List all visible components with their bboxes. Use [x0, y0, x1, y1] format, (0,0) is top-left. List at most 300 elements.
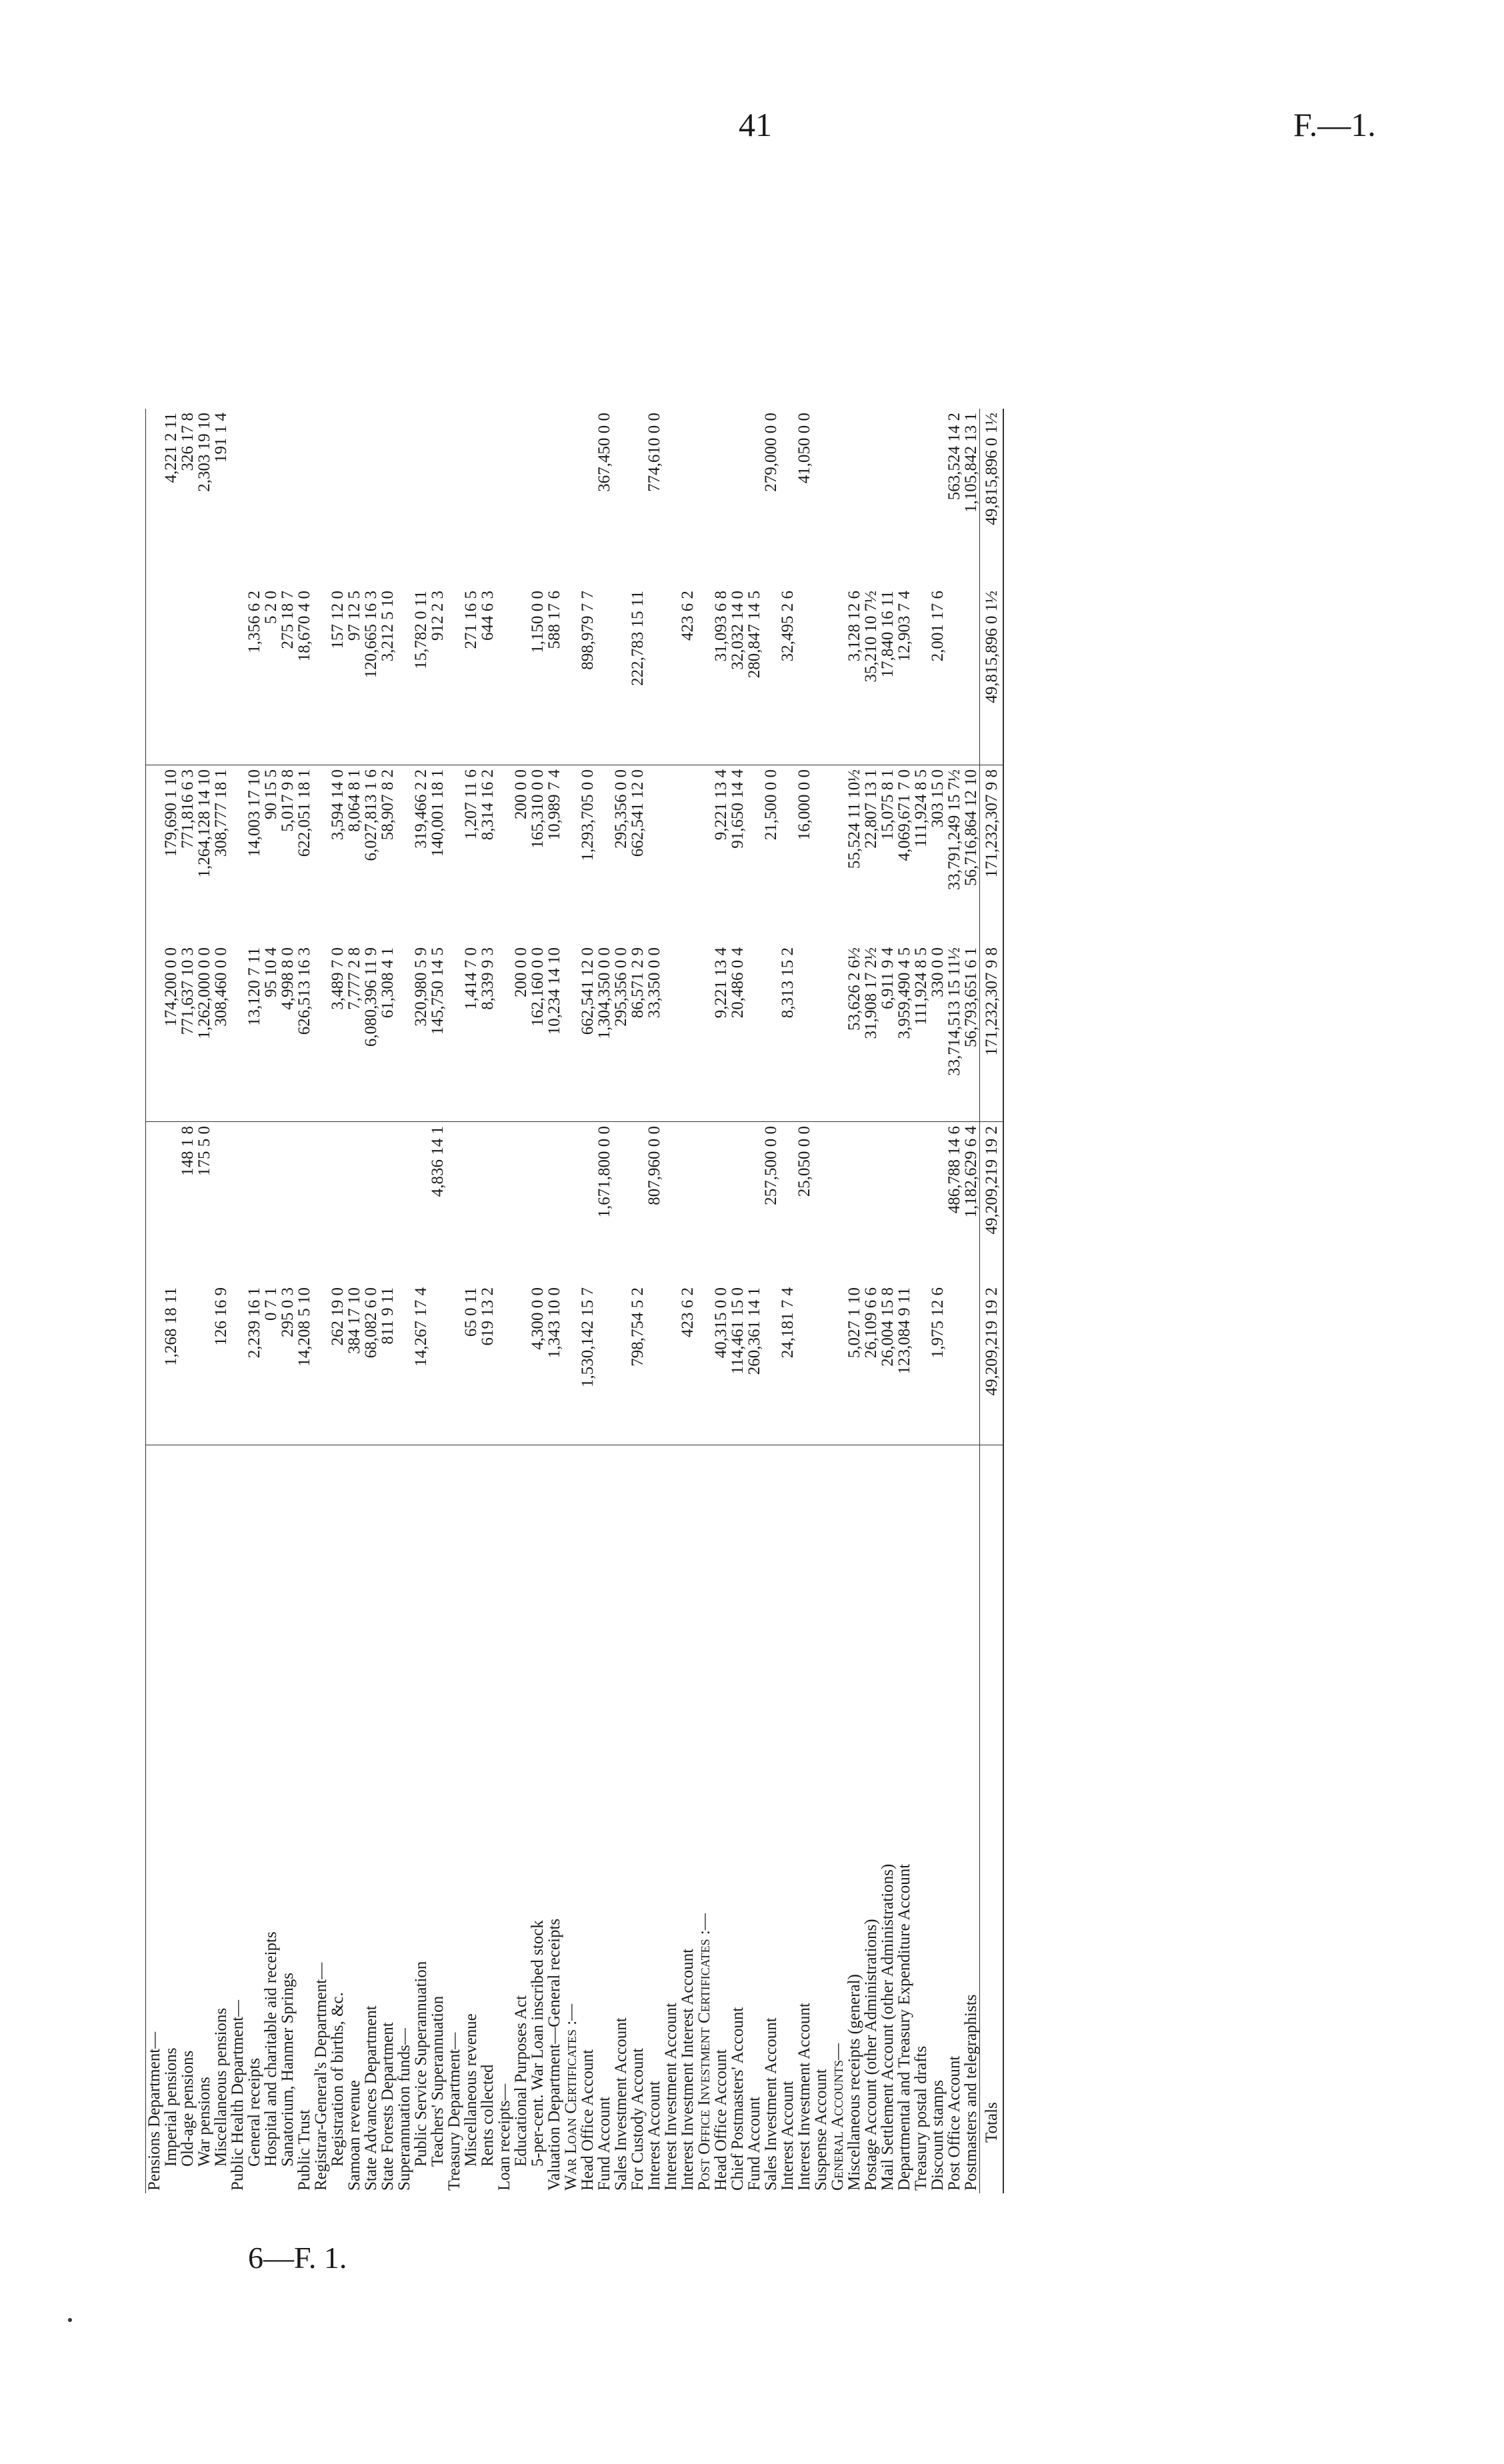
amount-cell [563, 943, 579, 1122]
row-label: For Custody Account [629, 2048, 647, 2191]
amount-cell [696, 1122, 713, 1284]
amount-cell: 123,084 9 11 [896, 1283, 913, 1445]
amount-cell: 8,339 9 3 [479, 943, 496, 1122]
amount-cell: 17,840 16 11 [879, 587, 896, 765]
amount-cell [396, 409, 413, 587]
amount-cell: 95 10 4 [263, 943, 279, 1122]
row-label: 5-per-cent. War Loan inscribed stock [529, 1920, 547, 2167]
amount-cell: 1,105,842 13 1 [962, 413, 980, 513]
amount-cell [713, 409, 729, 587]
amount-cell [563, 1283, 579, 1445]
row-label: Suspense Account [812, 2069, 830, 2191]
amount-cell: 295,356 0 0 [612, 769, 630, 849]
amount-cell [246, 409, 263, 587]
total-amount-cell: 49,209,219 19 2 [980, 1122, 1004, 1284]
row-label: State Advances Department [362, 2005, 380, 2191]
amount-cell [313, 765, 329, 944]
table-row [463, 409, 479, 2193]
amount-cell: 3,128 12 6 [846, 587, 863, 765]
page-reference: F.—1. [1293, 106, 1376, 143]
row-label: Old-age pensions [179, 2050, 197, 2167]
row-label: Sales Investment Account [612, 2017, 630, 2191]
amount-cell [696, 409, 713, 587]
amount-cell [846, 1122, 863, 1284]
amount-cell [679, 765, 696, 944]
table-row [329, 409, 346, 2193]
amount-cell [346, 409, 363, 587]
amount-cell [563, 1122, 579, 1284]
amount-cell: 5 2 0 [263, 587, 279, 765]
table-row [563, 409, 579, 2193]
amount-cell: 111,924 8 5 [912, 769, 930, 847]
amount-cell: 6,911 9 4 [879, 943, 896, 1122]
amount-cell [496, 1122, 513, 1284]
amount-cell: 563,524 14 2 [945, 413, 963, 501]
amount-cell [146, 1283, 163, 1445]
amount-cell: 295 0 3 [279, 1283, 296, 1445]
amount-cell [663, 409, 679, 587]
table-row [613, 409, 629, 2193]
row-label: Sanatorium, Hanmer Springs [279, 1973, 297, 2167]
amount-cell: 257,500 0 0 [762, 1126, 780, 1205]
amount-cell [446, 587, 463, 765]
table-row [813, 409, 829, 2193]
row-label: War pensions [195, 2077, 213, 2167]
amount-cell [546, 1122, 563, 1284]
amount-cell: 8,313 15 2 [779, 943, 796, 1122]
row-label: Treasury postal drafts [912, 2045, 930, 2191]
amount-cell [379, 409, 396, 587]
row-label: Postage Account (other Administrations) [862, 1919, 880, 2191]
amount-cell [163, 587, 179, 765]
amount-cell [229, 409, 246, 587]
table-row [313, 409, 329, 2193]
amount-cell [763, 943, 779, 1122]
amount-cell [429, 409, 446, 587]
amount-cell [263, 1122, 279, 1284]
total-amount-cell: 49,815,896 0 1½ [980, 587, 1004, 765]
amount-cell: 9,221 13 4 [713, 943, 729, 1122]
row-label: General receipts [245, 2057, 263, 2167]
amount-cell [263, 409, 279, 587]
amount-cell: 774,610 0 0 [645, 413, 663, 492]
amount-cell [296, 1122, 313, 1284]
table-row [696, 409, 713, 2193]
amount-cell: 326 17 8 [179, 413, 197, 471]
amount-cell [629, 409, 646, 587]
amount-cell: 65 0 11 [463, 1283, 479, 1445]
row-label: Educational Purposes Act [512, 1995, 530, 2167]
amount-cell: 912 2 3 [429, 587, 446, 765]
amount-cell [913, 409, 929, 587]
amount-cell [679, 409, 696, 587]
amount-cell: 303 15 0 [929, 769, 947, 828]
amount-cell [746, 765, 763, 944]
page-footer-reference: 6—F. 1. [248, 2241, 347, 2275]
row-label: Chief Postmasters' Account [729, 2007, 747, 2191]
amount-cell: 5,017 9 8 [279, 769, 297, 832]
row-label: War Loan Certificates :— [562, 2003, 580, 2191]
amount-cell [313, 1122, 329, 1284]
amount-cell [363, 409, 379, 587]
amount-cell [496, 1283, 513, 1445]
amount-cell: 32,032 14 0 [729, 587, 746, 765]
amount-cell [646, 1283, 663, 1445]
page-number: 41 [739, 106, 772, 143]
row-label: Registration of births, &c. [329, 1992, 347, 2167]
amount-cell: 179,690 1 10 [162, 769, 180, 857]
table-row [746, 409, 763, 2193]
amount-cell [446, 1283, 463, 1445]
row-label: Postmasters and telegraphists [962, 1994, 980, 2191]
table-row [879, 409, 896, 2193]
table-row [279, 409, 296, 2193]
amount-cell [513, 409, 529, 587]
amount-cell: 308,460 0 0 [213, 943, 229, 1122]
amount-cell: 1,182,629 6 4 [962, 1126, 980, 1218]
amount-cell [579, 1122, 596, 1284]
amount-cell [746, 943, 763, 1122]
amount-cell [596, 1283, 613, 1445]
amount-cell [479, 1122, 496, 1284]
amount-cell: 53,626 2 6½ [846, 943, 863, 1122]
table-row [629, 409, 646, 2193]
amount-cell: 1,414 7 0 [463, 943, 479, 1122]
amount-cell: 588 17 6 [546, 587, 563, 765]
amount-cell [646, 765, 663, 944]
amount-cell [146, 1122, 163, 1284]
amount-cell: 222,783 15 11 [629, 587, 646, 765]
table-row [513, 409, 529, 2193]
amount-cell [396, 1283, 413, 1445]
amount-cell: 807,960 0 0 [645, 1126, 663, 1205]
amount-cell: 24,181 7 4 [779, 1283, 796, 1445]
amount-cell [446, 765, 463, 944]
amount-cell: 15,075 8 1 [879, 769, 897, 841]
amount-cell [713, 1122, 729, 1284]
amount-cell: 18,670 4 0 [296, 587, 313, 765]
amount-cell: 33,791,249 15 7½ [945, 769, 963, 891]
amount-cell: 35,210 10 7½ [863, 587, 879, 765]
amount-cell [496, 587, 513, 765]
row-label: Pensions Department— [146, 1445, 163, 2194]
amount-cell [563, 587, 579, 765]
row-label: Public Health Department— [229, 1999, 247, 2191]
amount-cell [229, 1122, 246, 1284]
amount-cell [396, 943, 413, 1122]
amount-cell: 622,051 18 1 [295, 769, 313, 857]
amount-cell: 40,315 0 0 [713, 1283, 729, 1445]
amount-cell: 31,908 17 2½ [863, 943, 879, 1122]
amount-cell [246, 1122, 263, 1284]
amount-cell [963, 587, 980, 765]
amount-cell: 1,207 11 6 [462, 769, 480, 840]
amount-cell: 662,541 12 0 [629, 769, 647, 857]
amount-cell [863, 1122, 879, 1284]
amount-cell: 260,361 14 1 [746, 1283, 763, 1445]
amount-cell [913, 587, 929, 765]
amount-cell: 2,303 19 10 [195, 413, 213, 492]
amount-cell [529, 409, 546, 587]
amount-cell: 91,650 14 4 [729, 769, 747, 849]
amount-cell: 68,082 6 0 [363, 1283, 379, 1445]
amount-cell [496, 409, 513, 587]
amount-cell: 16,000 0 0 [795, 769, 813, 841]
amount-cell [396, 1122, 413, 1284]
amount-cell: 5,027 1 10 [846, 1283, 863, 1445]
table-row [179, 409, 196, 2193]
row-label: Superannuation funds— [395, 2028, 413, 2191]
amount-cell [413, 409, 429, 587]
amount-cell [813, 409, 829, 587]
amount-cell: 4,221 2 11 [162, 413, 180, 483]
amount-cell: 771,816 6 3 [179, 769, 197, 849]
amount-cell: 20,486 0 4 [729, 943, 746, 1122]
row-label: Mail Settlement Account (other Administrations) [879, 1863, 897, 2191]
amount-cell: 58,907 8 2 [379, 769, 397, 841]
totals-row [980, 409, 1004, 2193]
table-row [929, 409, 946, 2193]
row-label: Interest Investment Interest Account [679, 1948, 697, 2191]
row-label: Treasury Department— [445, 2032, 463, 2191]
row-label: Departmental and Treasury Expenditure Account [895, 1863, 913, 2191]
amount-cell [846, 409, 863, 587]
table-row [846, 409, 863, 2193]
amount-cell [279, 1122, 296, 1284]
row-label: Interest Account [645, 2081, 663, 2191]
amount-cell [646, 587, 663, 765]
row-label: Miscellaneous pensions [212, 2007, 230, 2167]
amount-cell [563, 765, 579, 944]
amount-cell: 10,989 7 4 [545, 769, 563, 841]
table-row [963, 409, 980, 2193]
amount-cell [379, 1122, 396, 1284]
amount-cell [196, 587, 213, 765]
amount-cell: 271 16 5 [463, 587, 479, 765]
totals-label: Totals [980, 1445, 1004, 2194]
amount-cell [796, 587, 813, 765]
row-label: Samoan revenue [345, 2080, 363, 2191]
amount-cell [146, 587, 163, 765]
amount-cell [879, 1122, 896, 1284]
amount-cell [829, 1283, 846, 1445]
amount-cell: 165,310 0 0 [529, 769, 547, 849]
row-label: Public Trust [295, 2109, 313, 2191]
amount-cell: 262 19 0 [329, 1283, 346, 1445]
amount-cell [829, 1122, 846, 1284]
amount-cell [446, 1122, 463, 1284]
amount-cell: 486,788 14 6 [945, 1126, 963, 1214]
table-row [829, 409, 846, 2193]
amount-cell [563, 409, 579, 587]
table-row [496, 409, 513, 2193]
table-row [446, 409, 463, 2193]
amount-cell: 279,000 0 0 [762, 413, 780, 492]
amount-cell [663, 943, 679, 1122]
row-label: Discount stamps [929, 2080, 947, 2191]
amount-cell [946, 587, 963, 765]
amount-cell: 21,500 0 0 [762, 769, 780, 841]
amount-cell: 26,109 6 6 [863, 1283, 879, 1445]
amount-cell: 3,212 5 10 [379, 587, 396, 765]
amount-cell [613, 1122, 629, 1284]
speck-mark [68, 2318, 72, 2322]
amount-cell: 56,716,864 12 10 [962, 769, 980, 886]
table-row [413, 409, 429, 2193]
amount-cell: 3,489 7 0 [329, 943, 346, 1122]
amount-cell: 191 1 4 [212, 413, 230, 463]
amount-cell [946, 1283, 963, 1445]
amount-cell [663, 1283, 679, 1445]
amount-cell [763, 587, 779, 765]
table-row [713, 409, 729, 2193]
amount-cell: 1,356 6 2 [246, 587, 263, 765]
table-row [896, 409, 913, 2193]
total-amount-cell: 171,232,307 9 8 [980, 943, 1004, 1122]
amount-cell: 148 1 8 [179, 1126, 197, 1176]
amount-cell: 174,200 0 0 [163, 943, 179, 1122]
amount-cell [746, 1122, 763, 1284]
amount-cell [679, 1122, 696, 1284]
amount-cell: 33,350 0 0 [646, 943, 663, 1122]
row-label: General Accounts— [829, 2043, 847, 2191]
amount-cell: 308,777 18 1 [212, 769, 230, 857]
amount-cell: 1,671,800 0 0 [595, 1126, 613, 1218]
row-label: Hospital and charitable aid receipts [262, 1931, 280, 2167]
accounts-table [145, 409, 1004, 2193]
amount-cell: 126 16 9 [213, 1283, 229, 1445]
table-row [913, 409, 929, 2193]
amount-cell [696, 587, 713, 765]
amount-cell: 1,150 0 0 [529, 587, 546, 765]
amount-cell: 1,262,000 0 0 [196, 943, 213, 1122]
amount-cell [163, 1122, 179, 1284]
amount-cell: 9,221 13 4 [712, 769, 730, 841]
amount-cell [313, 409, 329, 587]
table-row [729, 409, 746, 2193]
row-label: Sales Investment Account [762, 2017, 780, 2191]
row-label: Loan receipts— [495, 2083, 513, 2191]
amount-cell: 811 9 11 [379, 1283, 396, 1445]
amount-cell [613, 587, 629, 765]
amount-cell: 644 6 3 [479, 587, 496, 765]
total-amount-cell: 49,815,896 0 1½ [980, 409, 1004, 587]
amount-cell: 61,308 4 1 [379, 943, 396, 1122]
amount-cell [329, 409, 346, 587]
amount-cell [313, 587, 329, 765]
amount-cell [329, 1122, 346, 1284]
table-row [396, 409, 413, 2193]
amount-cell [829, 409, 846, 587]
amount-cell: 2,001 17 6 [929, 587, 946, 765]
amount-cell [446, 409, 463, 587]
amount-cell: 1,343 10 0 [546, 1283, 563, 1445]
amount-cell: 12,903 7 4 [896, 587, 913, 765]
row-label: Interest Investment Account [795, 2003, 813, 2191]
table-row [646, 409, 663, 2193]
amount-cell: 6,080,396 11 9 [363, 943, 379, 1122]
amount-cell [546, 409, 563, 587]
row-label: Public Service Superannuation [412, 1961, 430, 2167]
amount-cell [179, 1283, 196, 1445]
amount-cell [396, 765, 413, 944]
table-row [296, 409, 313, 2193]
row-label: Head Office Account [712, 2049, 730, 2191]
amount-cell: 14,003 17 10 [245, 769, 263, 857]
row-label: Interest Investment Account [662, 2003, 680, 2191]
row-label: Valuation Department—General receipts [545, 1918, 563, 2191]
amount-cell: 1,975 12 6 [929, 1283, 946, 1445]
amount-cell [296, 409, 313, 587]
amount-cell [813, 765, 829, 944]
row-label: Imperial pensions [162, 2047, 180, 2167]
amount-cell [513, 1122, 529, 1284]
amount-cell [529, 1122, 546, 1284]
amount-cell [663, 587, 679, 765]
amount-cell [896, 1122, 913, 1284]
amount-cell: 626,513 16 3 [296, 943, 313, 1122]
amount-cell: 15,782 0 11 [413, 587, 429, 765]
row-label: Post Office Investment Certificates :— [695, 1913, 713, 2191]
table-row [163, 409, 179, 2193]
amount-cell: 175 5 0 [195, 1126, 213, 1176]
amount-cell [813, 1283, 829, 1445]
amount-cell [779, 409, 796, 587]
amount-cell: 22,807 13 1 [862, 769, 880, 849]
table-row [479, 409, 496, 2193]
amount-cell: 114,461 15 0 [729, 1283, 746, 1445]
amount-cell: 6,027,813 1 6 [362, 769, 380, 861]
amount-cell: 3,594 14 0 [329, 769, 347, 841]
amount-cell [513, 587, 529, 765]
amount-cell [463, 1122, 479, 1284]
table-row [263, 409, 279, 2193]
table-row [546, 409, 563, 2193]
amount-cell: 111,924 8 5 [913, 943, 929, 1122]
amount-cell [496, 765, 513, 944]
row-label: Rents collected [479, 2064, 497, 2167]
amount-cell [229, 1283, 246, 1445]
amount-cell: 14,208 5 10 [296, 1283, 313, 1445]
row-label: State Forests Department [379, 2022, 397, 2191]
amount-cell: 619 13 2 [479, 1283, 496, 1445]
amount-cell [696, 943, 713, 1122]
amount-cell: 25,050 0 0 [795, 1126, 813, 1197]
amount-cell: 140,001 18 1 [429, 769, 447, 857]
amount-cell: 7,777 2 8 [346, 943, 363, 1122]
amount-cell [763, 1283, 779, 1445]
amount-cell [213, 587, 229, 765]
table-row [246, 409, 263, 2193]
table-row [379, 409, 396, 2193]
amount-cell [829, 943, 846, 1122]
amount-cell: 4,836 14 1 [429, 1126, 447, 1197]
amount-cell [313, 1283, 329, 1445]
amount-cell [729, 409, 746, 587]
amount-cell [146, 943, 163, 1122]
amount-cell: 157 12 0 [329, 587, 346, 765]
amount-cell: 4,300 0 0 [529, 1283, 546, 1445]
amount-cell: 0 7 1 [263, 1283, 279, 1445]
amount-cell: 56,793,651 6 1 [963, 943, 980, 1122]
amount-cell [613, 409, 629, 587]
amount-cell [779, 765, 796, 944]
amount-cell: 4,069,671 7 0 [895, 769, 913, 861]
amount-cell [913, 1122, 929, 1284]
amount-cell: 55,524 11 10½ [845, 769, 863, 869]
amount-cell: 31,093 6 8 [713, 587, 729, 765]
amount-cell: 1,264,128 14 10 [195, 769, 213, 878]
